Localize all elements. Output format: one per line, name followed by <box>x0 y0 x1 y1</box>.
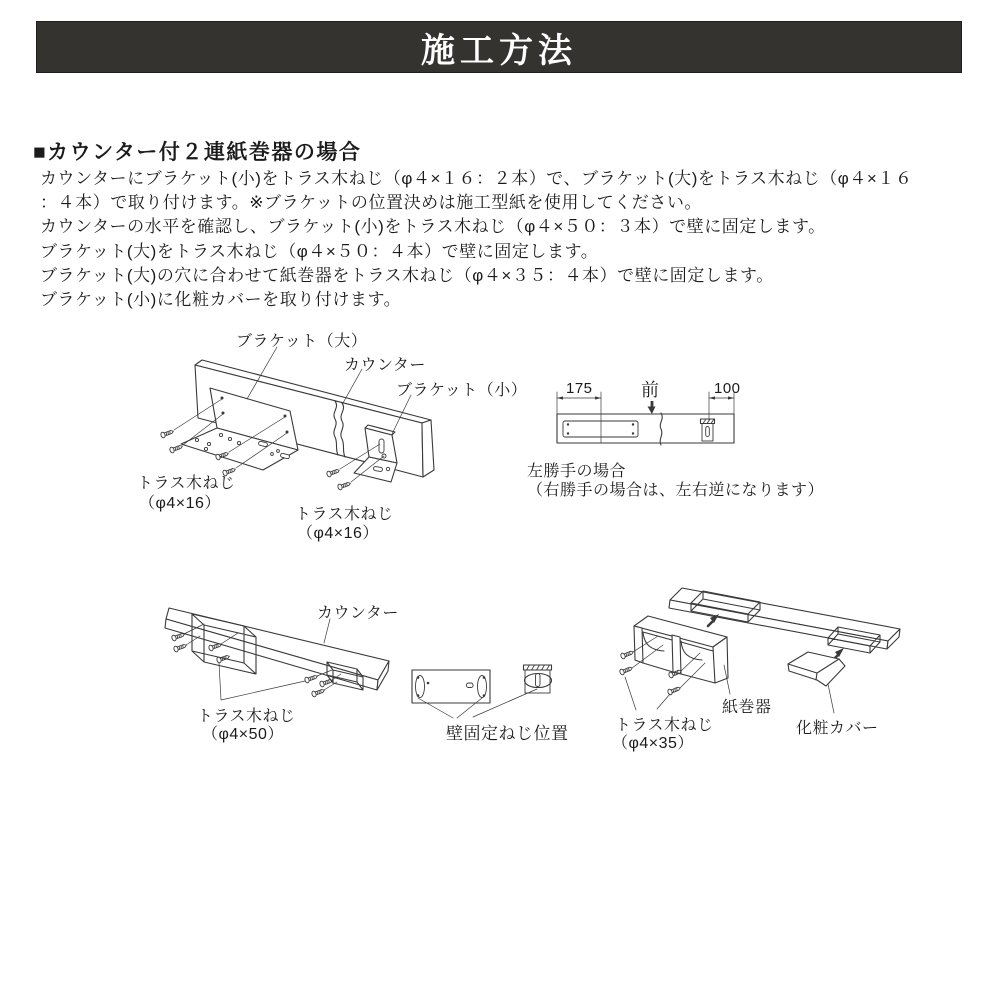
instruction-text <box>40 167 913 312</box>
label-counter: カウンター <box>344 357 426 374</box>
instruction-line: ブラケット(小)に化粧カバーを取り付けます。 <box>40 290 402 310</box>
label-bracket-large: ブラケット（大） <box>236 333 368 350</box>
label-screw-16-left-size: （φ4×16） <box>139 495 221 512</box>
label-screw-35-size: （φ4×35） <box>612 735 694 752</box>
label-front: 前 <box>641 380 659 400</box>
instruction-line: カウンターの水平を確認し、ブラケット(小)をトラス木ねじ（φ４×５０：３本）で壁に固定します。 <box>40 217 826 237</box>
label-bracket-small: ブラケット（小） <box>396 382 528 399</box>
instruction-line: カウンターにブラケット(小)をトラス木ねじ（φ４×１６：２本）で、ブラケット(大)をトラス木ねじ（φ４×１６ <box>40 169 913 188</box>
label-screw-35-name: トラス木ねじ <box>615 717 714 734</box>
label-screw-16-left-name: トラス木ねじ <box>137 475 236 492</box>
title-bar <box>36 21 962 73</box>
label-screw-16-right-size: （φ4×16） <box>297 525 379 542</box>
label-screw-50-name: トラス木ねじ <box>197 708 296 725</box>
label-cover: 化粧カバー <box>796 720 879 737</box>
instruction-line: ブラケット(大)をトラス木ねじ（φ４×５０：４本）で壁に固定します。 <box>40 241 599 261</box>
dimension-175: 175 <box>566 380 593 397</box>
label-screw-50-size: （φ4×50） <box>202 726 284 743</box>
dimension-100: 100 <box>714 380 741 397</box>
label-screw-16-right-name: トラス木ねじ <box>295 506 394 523</box>
label-paper-holder: 紙巻器 <box>722 699 772 716</box>
section-heading: ■カウンター付２連紙巻器の場合 <box>33 141 362 164</box>
instruction-line: ブラケット(大)の穴に合わせて紙巻器をトラス木ねじ（φ４×３５：４本）で壁に固定します。 <box>40 265 774 285</box>
label-counter-2: カウンター <box>317 605 399 622</box>
caption-left-hand: 左勝手の場合 <box>527 463 627 480</box>
instruction-line: ：４本）で取り付けます。※ブラケットの位置決めは施工型紙を使用してください。 <box>40 193 702 213</box>
caption-wall-screw-position: 壁固定ねじ位置 <box>446 724 569 743</box>
page-title: 施工方法 <box>421 31 577 70</box>
caption-right-hand-note: （右勝手の場合は、左右逆になります） <box>527 482 825 499</box>
